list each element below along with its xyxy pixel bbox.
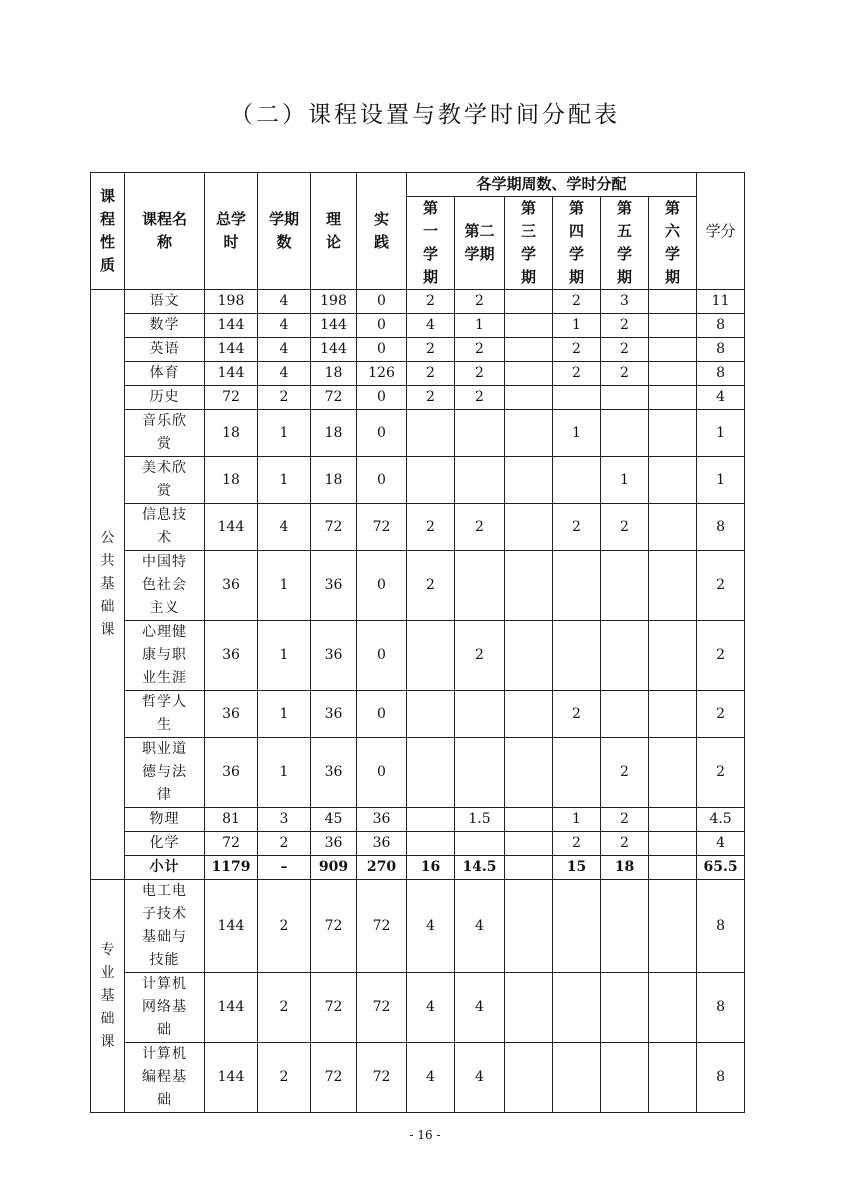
cell-s5: [601, 973, 649, 1043]
cell-s5: [601, 551, 649, 621]
cell-s1: 2: [407, 362, 455, 386]
table-row: [91, 386, 745, 410]
cell-s2: 4: [455, 973, 505, 1043]
cell-s4: [553, 973, 601, 1043]
cell-total: 144: [205, 338, 258, 362]
table-row: [91, 1043, 745, 1113]
cell-s2: 2: [455, 504, 505, 551]
cell-sem: 4: [258, 362, 311, 386]
cell-sem: 2: [258, 386, 311, 410]
cell-theory: 72: [311, 386, 357, 410]
cell-s3: [505, 856, 553, 880]
cell-sem: 1: [258, 738, 311, 808]
cell-s3: [505, 738, 553, 808]
cell-s1: [407, 808, 455, 832]
table-row: [91, 504, 745, 551]
cell-s2: [455, 410, 505, 457]
cell-s4: [553, 551, 601, 621]
cell-practice: 0: [357, 338, 407, 362]
cell-credit: 4: [697, 386, 745, 410]
table-row: [91, 738, 745, 808]
cell-s6: [649, 808, 697, 832]
header-practice: 实践: [357, 173, 407, 290]
cell-theory: 18: [311, 410, 357, 457]
cell-s6: [649, 504, 697, 551]
cell-credit: 8: [697, 1043, 745, 1113]
category-label: 公共基础课: [91, 290, 125, 880]
table-row: [91, 457, 745, 504]
cell-s5: 3: [601, 290, 649, 314]
cell-s3: [505, 338, 553, 362]
cell-s6: [649, 973, 697, 1043]
cell-credit: 65.5: [697, 856, 745, 880]
cell-total: 36: [205, 738, 258, 808]
cell-s2: 4: [455, 880, 505, 973]
course-name: 数学: [125, 314, 205, 338]
table-row: [91, 290, 745, 314]
cell-sem: 2: [258, 880, 311, 973]
cell-s1: [407, 832, 455, 856]
cell-sem: 2: [258, 832, 311, 856]
cell-s3: [505, 504, 553, 551]
table-row: [91, 362, 745, 386]
cell-practice: 270: [357, 856, 407, 880]
cell-total: 144: [205, 880, 258, 973]
cell-total: 144: [205, 973, 258, 1043]
cell-practice: 0: [357, 386, 407, 410]
cell-s1: 4: [407, 880, 455, 973]
cell-total: 144: [205, 1043, 258, 1113]
cell-practice: 72: [357, 504, 407, 551]
table-row: [91, 973, 745, 1043]
cell-practice: 72: [357, 1043, 407, 1113]
cell-s6: [649, 362, 697, 386]
cell-s6: [649, 738, 697, 808]
cell-s5: [601, 1043, 649, 1113]
cell-s4: 2: [553, 362, 601, 386]
cell-sem: 1: [258, 551, 311, 621]
page-number: - 16 -: [409, 1128, 441, 1142]
cell-credit: 4.5: [697, 808, 745, 832]
category-label: 专业基础课: [91, 880, 125, 1113]
cell-s5: 2: [601, 808, 649, 832]
cell-credit: 8: [697, 973, 745, 1043]
cell-s4: 2: [553, 504, 601, 551]
cell-total: 144: [205, 504, 258, 551]
cell-theory: 144: [311, 338, 357, 362]
header-total: 总学时: [205, 173, 258, 290]
cell-credit: 8: [697, 314, 745, 338]
cell-s6: [649, 457, 697, 504]
cell-s4: 1: [553, 314, 601, 338]
cell-s4: 2: [553, 338, 601, 362]
cell-s5: [601, 691, 649, 738]
cell-practice: 0: [357, 290, 407, 314]
cell-s1: 2: [407, 551, 455, 621]
cell-s4: 2: [553, 691, 601, 738]
cell-s2: 2: [455, 621, 505, 691]
cell-s4: [553, 880, 601, 973]
cell-total: 1179: [205, 856, 258, 880]
cell-s5: [601, 621, 649, 691]
cell-s4: [553, 457, 601, 504]
cell-s2: 4: [455, 1043, 505, 1113]
cell-total: 198: [205, 290, 258, 314]
cell-sem: 4: [258, 290, 311, 314]
cell-s5: 2: [601, 504, 649, 551]
course-name: 物理: [125, 808, 205, 832]
cell-total: 144: [205, 362, 258, 386]
cell-practice: 0: [357, 621, 407, 691]
table-row: [91, 314, 745, 338]
cell-credit: 2: [697, 621, 745, 691]
cell-s3: [505, 386, 553, 410]
table-row: [91, 808, 745, 832]
cell-total: 72: [205, 832, 258, 856]
header-name: 课程名称: [125, 173, 205, 290]
cell-theory: 36: [311, 738, 357, 808]
course-name: 语文: [125, 290, 205, 314]
cell-s6: [649, 832, 697, 856]
cell-theory: 72: [311, 504, 357, 551]
cell-s3: [505, 973, 553, 1043]
cell-practice: 0: [357, 691, 407, 738]
cell-s6: [649, 386, 697, 410]
header-semester-4: 第四学期: [553, 197, 601, 290]
cell-s1: 2: [407, 338, 455, 362]
cell-sem: 1: [258, 410, 311, 457]
cell-s2: [455, 691, 505, 738]
header-distribution: 各学期周数、学时分配: [407, 173, 697, 197]
cell-s6: [649, 621, 697, 691]
cell-s3: [505, 457, 553, 504]
cell-total: 81: [205, 808, 258, 832]
cell-practice: 36: [357, 832, 407, 856]
cell-s2: 2: [455, 386, 505, 410]
cell-theory: 144: [311, 314, 357, 338]
course-schedule-table: [90, 172, 745, 1113]
cell-s3: [505, 410, 553, 457]
cell-practice: 0: [357, 738, 407, 808]
cell-s3: [505, 551, 553, 621]
cell-practice: 0: [357, 457, 407, 504]
header-semester-3: 第三学期: [505, 197, 553, 290]
header-semester-5: 第五学期: [601, 197, 649, 290]
cell-practice: 72: [357, 973, 407, 1043]
cell-s5: 2: [601, 338, 649, 362]
cell-credit: 8: [697, 338, 745, 362]
cell-s1: 2: [407, 504, 455, 551]
course-name: 心理健康与职业生涯: [125, 621, 205, 691]
table-row: [91, 551, 745, 621]
cell-total: 18: [205, 410, 258, 457]
course-name: 体育: [125, 362, 205, 386]
cell-s6: [649, 1043, 697, 1113]
header-semester-6: 第六学期: [649, 197, 697, 290]
cell-s2: [455, 832, 505, 856]
cell-s1: [407, 410, 455, 457]
cell-sem: 4: [258, 314, 311, 338]
cell-s3: [505, 808, 553, 832]
course-name: 职业道德与法律: [125, 738, 205, 808]
course-name: 小计: [125, 856, 205, 880]
cell-total: 144: [205, 314, 258, 338]
table-row: [91, 691, 745, 738]
cell-s3: [505, 314, 553, 338]
cell-credit: 4: [697, 832, 745, 856]
table-row: [91, 338, 745, 362]
cell-s2: 2: [455, 338, 505, 362]
cell-s5: 2: [601, 738, 649, 808]
course-name: 历史: [125, 386, 205, 410]
cell-theory: 36: [311, 551, 357, 621]
header-semesters: 学期数: [258, 173, 311, 290]
course-name: 中国特色社会主义: [125, 551, 205, 621]
header-theory: 理论: [311, 173, 357, 290]
cell-s5: [601, 410, 649, 457]
cell-s2: [455, 738, 505, 808]
course-name: 信息技术: [125, 504, 205, 551]
cell-theory: 18: [311, 457, 357, 504]
cell-s1: [407, 621, 455, 691]
cell-theory: 36: [311, 621, 357, 691]
cell-theory: 72: [311, 1043, 357, 1113]
cell-credit: 8: [697, 504, 745, 551]
cell-s3: [505, 880, 553, 973]
cell-s1: 4: [407, 973, 455, 1043]
cell-total: 36: [205, 551, 258, 621]
cell-total: 36: [205, 621, 258, 691]
cell-theory: 72: [311, 880, 357, 973]
cell-s2: 2: [455, 362, 505, 386]
cell-theory: 909: [311, 856, 357, 880]
header-semester-1: 第一学期: [407, 197, 455, 290]
cell-s4: [553, 738, 601, 808]
cell-s1: 2: [407, 386, 455, 410]
cell-sem: 4: [258, 338, 311, 362]
course-name: 美术欣赏: [125, 457, 205, 504]
cell-s6: [649, 856, 697, 880]
course-name: 化学: [125, 832, 205, 856]
cell-practice: 126: [357, 362, 407, 386]
cell-s4: [553, 621, 601, 691]
table-row: [91, 621, 745, 691]
cell-sem: 3: [258, 808, 311, 832]
cell-s3: [505, 290, 553, 314]
cell-s2: 1.5: [455, 808, 505, 832]
cell-s5: 1: [601, 457, 649, 504]
cell-theory: 18: [311, 362, 357, 386]
cell-s6: [649, 410, 697, 457]
course-name: 英语: [125, 338, 205, 362]
table-row: [91, 880, 745, 973]
cell-sem: 1: [258, 691, 311, 738]
cell-s4: 1: [553, 808, 601, 832]
cell-sem: 2: [258, 973, 311, 1043]
cell-s3: [505, 362, 553, 386]
cell-s2: 14.5: [455, 856, 505, 880]
cell-practice: 36: [357, 808, 407, 832]
cell-sem: 4: [258, 504, 311, 551]
cell-practice: 72: [357, 880, 407, 973]
cell-s5: 2: [601, 362, 649, 386]
cell-s3: [505, 1043, 553, 1113]
cell-s1: [407, 457, 455, 504]
cell-sem: –: [258, 856, 311, 880]
cell-s4: [553, 386, 601, 410]
cell-sem: 1: [258, 621, 311, 691]
cell-s4: [553, 1043, 601, 1113]
cell-s5: [601, 880, 649, 973]
cell-theory: 36: [311, 832, 357, 856]
cell-s5: 18: [601, 856, 649, 880]
cell-s5: [601, 386, 649, 410]
cell-theory: 36: [311, 691, 357, 738]
cell-s3: [505, 832, 553, 856]
header-credit: 学分: [697, 173, 745, 290]
header-category: 课程性质: [91, 173, 125, 290]
cell-s6: [649, 880, 697, 973]
cell-s4: 15: [553, 856, 601, 880]
cell-credit: 2: [697, 691, 745, 738]
cell-s2: [455, 457, 505, 504]
cell-total: 36: [205, 691, 258, 738]
cell-s6: [649, 338, 697, 362]
cell-s1: 2: [407, 290, 455, 314]
cell-s3: [505, 691, 553, 738]
cell-s4: 2: [553, 832, 601, 856]
cell-total: 72: [205, 386, 258, 410]
cell-practice: 0: [357, 410, 407, 457]
cell-s6: [649, 314, 697, 338]
cell-s1: 4: [407, 1043, 455, 1113]
header-semester-2: 第二学期: [455, 197, 505, 290]
table-row: [91, 832, 745, 856]
cell-practice: 0: [357, 314, 407, 338]
page-title: （二）课程设置与教学时间分配表: [230, 102, 620, 128]
cell-sem: 1: [258, 457, 311, 504]
cell-credit: 8: [697, 880, 745, 973]
subtotal-row: [91, 856, 745, 880]
cell-credit: 1: [697, 457, 745, 504]
cell-s4: 2: [553, 290, 601, 314]
cell-theory: 198: [311, 290, 357, 314]
cell-s1: 4: [407, 314, 455, 338]
cell-sem: 2: [258, 1043, 311, 1113]
cell-s4: 1: [553, 410, 601, 457]
course-name: 哲学人生: [125, 691, 205, 738]
cell-credit: 2: [697, 551, 745, 621]
cell-theory: 72: [311, 973, 357, 1043]
course-name: 计算机网络基础: [125, 973, 205, 1043]
cell-credit: 8: [697, 362, 745, 386]
cell-s1: [407, 738, 455, 808]
cell-s2: 1: [455, 314, 505, 338]
cell-s1: [407, 691, 455, 738]
cell-s2: 2: [455, 290, 505, 314]
cell-s6: [649, 691, 697, 738]
cell-s5: 2: [601, 832, 649, 856]
cell-s2: [455, 551, 505, 621]
cell-credit: 2: [697, 738, 745, 808]
course-name: 音乐欣赏: [125, 410, 205, 457]
table-row: [91, 410, 745, 457]
cell-s6: [649, 551, 697, 621]
cell-total: 18: [205, 457, 258, 504]
cell-credit: 11: [697, 290, 745, 314]
course-name: 计算机编程基础: [125, 1043, 205, 1113]
cell-theory: 45: [311, 808, 357, 832]
course-name: 电工电子技术基础与技能: [125, 880, 205, 973]
cell-credit: 1: [697, 410, 745, 457]
cell-s6: [649, 290, 697, 314]
cell-practice: 0: [357, 551, 407, 621]
cell-s3: [505, 621, 553, 691]
cell-s5: 2: [601, 314, 649, 338]
cell-s1: 16: [407, 856, 455, 880]
